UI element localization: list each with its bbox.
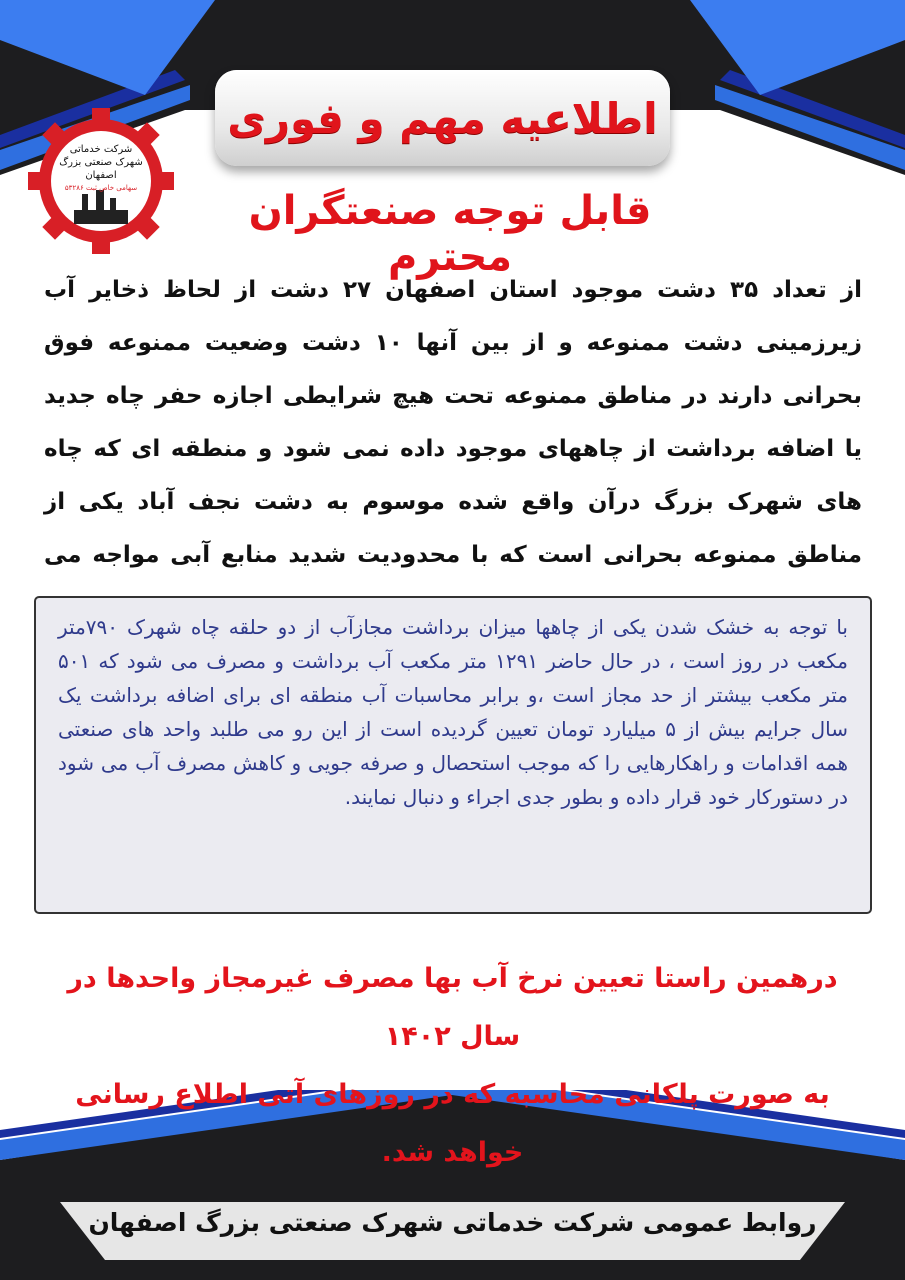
logo-line-4: سهامی خاص ثبت ۵۳۲۸۶: [64, 184, 138, 192]
subtitle: قابل توجه صنعتگران محترم: [248, 188, 652, 280]
title-plate: [215, 70, 670, 166]
red-notice-line-2: به صورت پلکانی محاسبه که در روزهای آتی اطلاع رسانی خواهد شد.: [75, 1079, 830, 1168]
logo-line-1: شرکت خدماتی: [69, 144, 133, 155]
page-title: اطلاعیه مهم و فوری: [227, 93, 658, 143]
info-box: [34, 596, 872, 914]
logo-line-2: شهرک صنعتی بزرگ: [59, 157, 143, 168]
red-notice-line-1: درهمین راستا تعیین نرخ آب بها مصرف غیرمجاز واحدها در سال ۱۴۰۲: [67, 963, 838, 1052]
red-notice: [40, 950, 865, 1182]
info-box-text: با توجه به خشک شدن یکی از چاهها میزان برداشت مجازآب از دو حلقه چاه شهرک ۷۹۰متر مکعب در روز است ، در حال حاضر ۱۲۹۱ متر مکعب آب برداشت و مصرف می شود که ۵۰۱ متر مکعب بیشتر از حد مجاز است ،و برابر محاسبات آب منطقه ای برای اضافه برداشت یک سال جرایم بیش از ۵ میلیارد تومان تعیین گردیده است از این رو می طلبد واحد های صنعتی همه اقدامات و راهکارهایی را که موجب استحصال و صرفه جویی و کاهش مصرف آب می شود در دستورکار خود قرار داده و بطور جدی اجراء و دنبال نمایند.: [58, 615, 848, 809]
company-logo: [26, 106, 176, 256]
footer-text: روابط عمومی شرکت خدماتی شهرک صنعتی بزرگ اصفهان: [88, 1208, 817, 1237]
gear-icon: [26, 106, 176, 256]
intro-paragraph: از تعداد ۳۵ دشت موجود استان اصفهان ۲۷ دشت از لحاظ ذخایر آب زیرزمینی دشت ممنوعه و از بین آنها ۱۰ دشت وضعیت ممنوعه فوق بحرانی دارند در مناطق ممنوعه تحت هیچ شرایطی اجازه حفر چاه جدید یا اضافه برداشت از چاههای موجود داده نمی شود و منطقه ای که چاه های شهرک بزرگ درآن واقع شده موسوم به دشت نجف آباد یکی از مناطق ممنوعه بحرانی است که با محدودیت شدید منابع آبی مواجه می: [44, 277, 862, 568]
logo-line-3: اصفهان: [85, 170, 117, 181]
